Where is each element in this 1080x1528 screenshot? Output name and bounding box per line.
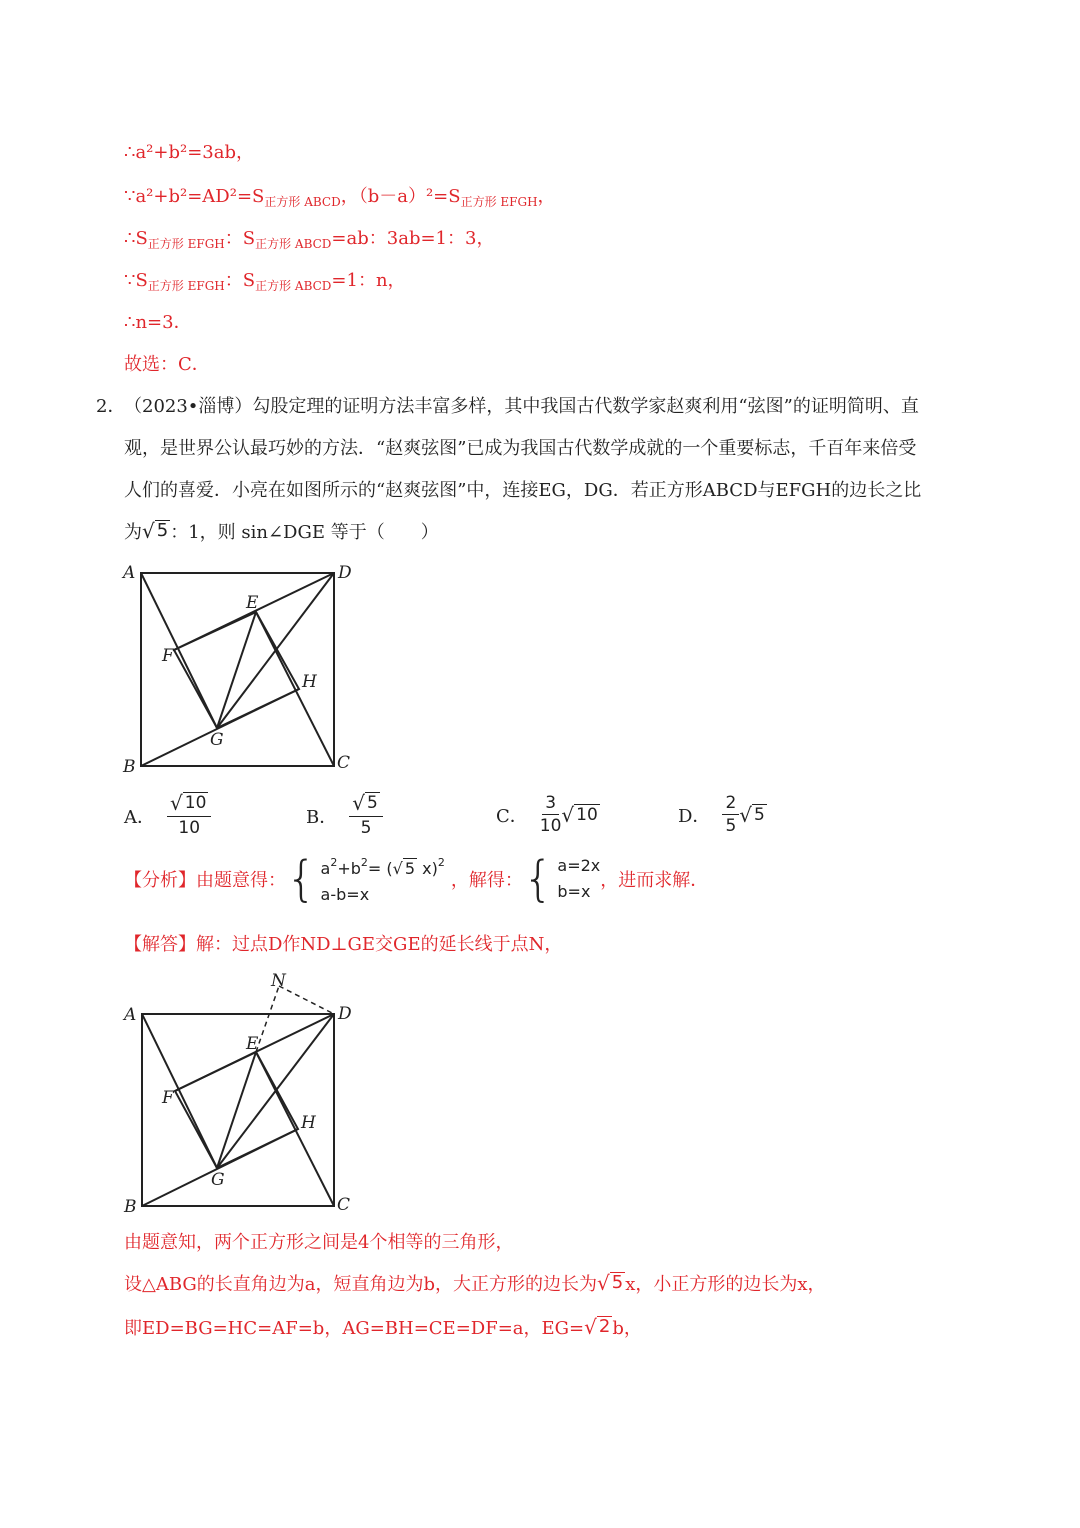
question-text-line: （2023•淄博）勾股定理的证明方法丰富多样，其中我国古代数学家赵爽利用“弦图”的证明简明、直 <box>124 396 919 417</box>
option-a[interactable] <box>124 792 211 839</box>
sqrt-expression: √ 5 <box>739 803 765 827</box>
text: 由题意知，两个正方形之间是4个相等的三角形， <box>124 1232 514 1253</box>
label-a: A <box>124 1005 137 1025</box>
label-h: H <box>302 672 317 692</box>
question-2 <box>96 386 996 554</box>
denominator: 10 <box>539 816 562 836</box>
text: ∴n=3． <box>124 312 192 333</box>
sqrt-expression: √ 10 <box>561 803 598 827</box>
text: ：S <box>224 270 256 291</box>
label-d: D <box>338 1004 352 1024</box>
numerator: √ 10 <box>167 792 211 817</box>
solution-tag: 【解答】 <box>124 934 196 955</box>
explanation-line-2 <box>124 1272 826 1298</box>
text: ∵S <box>124 270 148 291</box>
text: 设△ABG的长直角边为a，短直角边为b，大正方形的边长为 <box>124 1274 598 1295</box>
denominator: 10 <box>178 818 201 838</box>
option-label: B． <box>306 806 338 828</box>
radicand: 5 <box>156 520 169 541</box>
radicand: 10 <box>184 793 207 813</box>
zhao-shuang-diagram-with-n <box>118 966 368 1218</box>
denominator: 5 <box>725 816 737 836</box>
question-text-line <box>124 512 996 554</box>
sqrt-expression: √ 5 <box>597 1271 624 1295</box>
radicand: 5 <box>404 859 416 878</box>
text: 解：过点D作ND⊥GE交GE的延长线于点N， <box>196 934 563 955</box>
label-h: H <box>301 1113 316 1133</box>
segment-gd <box>217 1014 334 1168</box>
text: 为 <box>124 522 142 543</box>
text: =1：n， <box>331 270 406 291</box>
label-f: F <box>162 1088 174 1108</box>
text: ：1，则 sin∠DGE 等于（ ） <box>170 522 439 543</box>
denominator: 5 <box>360 818 372 838</box>
label-a: A <box>123 563 136 583</box>
fraction <box>167 792 211 839</box>
square-abcd <box>142 1014 334 1206</box>
option-label: A． <box>124 806 155 828</box>
solution-line-1 <box>124 140 254 166</box>
segment-nd-dashed <box>279 986 334 1014</box>
fraction <box>722 792 739 837</box>
segment-bh <box>141 689 299 766</box>
question-number: 2． <box>96 396 126 417</box>
text: ，解得： <box>450 870 523 891</box>
subscript: 正方形 EFGH <box>147 237 225 251</box>
option-c[interactable] <box>496 792 600 837</box>
text: =ab：3ab=1：3， <box>331 228 495 249</box>
sqrt-expression <box>142 520 170 541</box>
question-text-line: 观，是世界公认最巧妙的方法．“赵爽弦图”已成为我国古代数学成就的一个重要标志，千百年来倍受 <box>124 438 917 459</box>
solution-header <box>124 932 562 958</box>
segment-ce <box>256 612 334 766</box>
solution-line-4 <box>124 268 406 299</box>
analysis-section <box>124 850 708 908</box>
sqrt-expression: √ 2 <box>584 1315 611 1339</box>
segment-ce <box>256 1052 334 1206</box>
equation-2: a-b=x <box>320 885 370 904</box>
question-text-line: 人们的喜爱．小亮在如图所示的“赵爽弦图”中，连接EG，DG．若正方形ABCD与EFGH的边长之比 <box>124 480 922 501</box>
text: 即ED=BG=HC=AF=b，AG=BH=CE=DF=a，EG= <box>124 1318 585 1339</box>
label-b: B <box>124 1197 137 1217</box>
segment-ag <box>141 573 217 728</box>
zhao-shuang-diagram <box>118 560 358 780</box>
text: ：S <box>224 228 256 249</box>
fraction <box>540 792 562 837</box>
explanation-line-3 <box>124 1316 642 1342</box>
solution-system <box>523 853 600 905</box>
label-f: F <box>162 646 174 666</box>
numerator: √ 5 <box>349 792 383 817</box>
solution-2: b=x <box>557 882 591 901</box>
text: ∴a²+b²=3ab， <box>124 142 255 163</box>
segment-ag <box>142 1014 217 1168</box>
equation-system <box>286 850 445 908</box>
segment-gd <box>217 573 334 728</box>
label-e: E <box>246 593 259 613</box>
solution-line-6 <box>124 352 210 378</box>
label-e: E <box>246 1034 259 1054</box>
text: ， <box>537 186 556 207</box>
subscript: 正方形 EFGH <box>147 279 225 293</box>
text: ∵a²+b²=AD²=S <box>124 186 265 207</box>
brace: { <box>286 851 317 907</box>
subscript: 正方形 ABCD <box>255 279 332 293</box>
label-d: D <box>338 563 352 583</box>
radicand: 10 <box>576 805 598 825</box>
segment-ge <box>217 612 256 728</box>
subscript: 正方形 EFGH <box>460 195 538 209</box>
solution-line-5 <box>124 310 192 336</box>
numerator: 3 <box>542 792 559 815</box>
explanation-line-1 <box>124 1230 513 1256</box>
text: b， <box>612 1318 642 1339</box>
solution-line-3 <box>124 226 494 257</box>
radical-sign: √ <box>142 519 155 543</box>
text: ∴S <box>124 228 148 249</box>
subscript: 正方形 ABCD <box>264 195 341 209</box>
radicand: 5 <box>754 805 765 825</box>
solution-1: a=2x <box>557 856 601 875</box>
option-label: D． <box>678 805 711 827</box>
text: x，小正方形的边长为x， <box>625 1274 826 1295</box>
analysis-tag: 【分析】 <box>124 870 196 891</box>
fraction <box>349 792 383 839</box>
brace: { <box>522 851 554 907</box>
radicand: 5 <box>611 1272 624 1293</box>
label-n: N <box>271 971 286 991</box>
text: ，进而求解． <box>600 870 709 891</box>
radicand: 5 <box>366 793 378 813</box>
segment-ge <box>217 1052 256 1168</box>
text: 故选：C． <box>124 354 210 375</box>
label-c: C <box>337 753 351 773</box>
option-b[interactable] <box>306 792 383 839</box>
radicand: 2 <box>598 1316 611 1337</box>
equation-1: $a^2+b^2=$ ( √ 5 x)$^2$ <box>320 856 445 878</box>
label-g: G <box>210 730 224 750</box>
text: ，（b－a）²=S <box>340 186 461 207</box>
solution-line-2 <box>124 184 556 215</box>
label-c: C <box>337 1195 351 1215</box>
option-label: C． <box>496 805 528 827</box>
subscript: 正方形 ABCD <box>255 237 332 251</box>
option-d[interactable] <box>678 792 767 837</box>
segment-bh <box>142 1129 298 1206</box>
label-b: B <box>123 757 136 777</box>
numerator: 2 <box>722 792 739 815</box>
text: 由题意得： <box>196 870 286 891</box>
label-g: G <box>211 1170 225 1190</box>
